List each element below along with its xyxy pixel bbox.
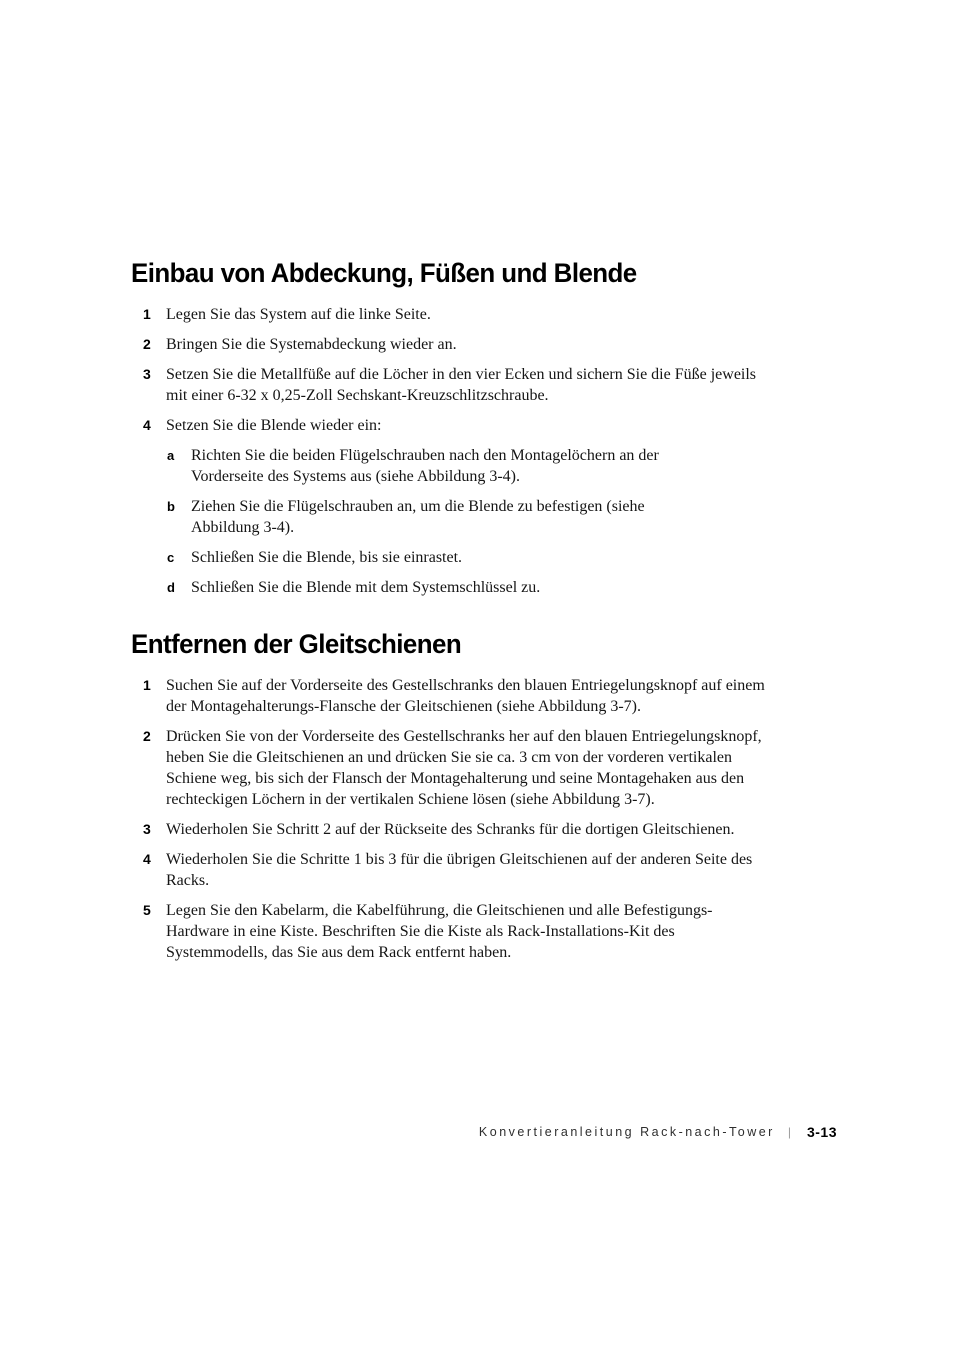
footer-chapter-title: Konvertieranleitung Rack-nach-Tower <box>478 1125 775 1139</box>
step-text: Wiederholen Sie Schritt 2 auf der Rückseite des Schranks für die dortigen Gleitschienen. <box>166 821 735 838</box>
substep-letter: d <box>167 580 175 595</box>
step-text: Legen Sie den Kabelarm, die Kabelführung, die Gleitschienen und alle Befestigungs-Hardware in eine Kiste. Beschriften Sie die Kiste als Rack-Installations-Kit des Systemmodells, das Sie aus dem Rack entfernt haben. <box>166 902 713 961</box>
section-title: Entfernen der Gleitschienen <box>131 629 462 659</box>
section-einbau <box>131 258 831 598</box>
list-item <box>131 849 831 891</box>
step-text: Wiederholen Sie die Schritte 1 bis 3 für die übrigen Gleitschienen auf der anderen Seite des Racks. <box>166 851 753 889</box>
numbered-list <box>131 675 831 963</box>
step-number: 4 <box>143 417 151 433</box>
step-number: 2 <box>143 336 151 352</box>
page-number: 3-13 <box>806 1124 837 1140</box>
sublist-item <box>167 577 696 598</box>
step-number: 3 <box>143 366 151 382</box>
list-item <box>131 900 831 963</box>
sublist-item <box>167 496 696 538</box>
list-item <box>131 675 831 717</box>
step-number: 5 <box>143 902 151 918</box>
step-text: Bringen Sie die Systemabdeckung wieder an. <box>166 336 457 353</box>
step-text: Legen Sie das System auf die linke Seite. <box>166 306 431 323</box>
sublist-item <box>167 547 696 568</box>
lettered-sublist <box>167 445 696 598</box>
substep-text: Richten Sie die beiden Flügelschrauben nach den Montagelöchern an der Vorderseite des Systems aus (siehe Abbildung 3-4). <box>191 447 659 485</box>
step-number: 1 <box>143 677 151 693</box>
substep-text: Schließen Sie die Blende mit dem Systemschlüssel zu. <box>191 579 541 596</box>
list-item <box>131 726 831 810</box>
page-footer <box>479 1124 837 1140</box>
list-item <box>131 334 831 355</box>
substep-letter: c <box>167 550 175 565</box>
list-item <box>131 415 831 598</box>
footer-separator: | <box>787 1125 791 1139</box>
step-text: Drücken Sie von der Vorderseite des Gestellschranks her auf den blauen Entriegelungsknopf, heben Sie die Gleitschienen an und drücken Sie sie ca. 3 cm von der vorderen vertikalen Schiene weg, bis sich der Flansch der Montagehalterung und seine Montagehaken aus den rechteckigen Löchern in der vertikalen Schiene lösen (siehe Abbildung 3-7). <box>166 728 762 808</box>
substep-letter: a <box>167 448 175 463</box>
substep-letter: b <box>167 499 175 514</box>
step-text-lead: Setzen Sie die Blende wieder ein: <box>166 417 382 434</box>
sublist-item <box>167 445 696 487</box>
step-number: 2 <box>143 728 151 744</box>
step-text <box>166 415 696 598</box>
section-title: Einbau von Abdeckung, Füßen und Blende <box>131 258 637 288</box>
step-text: Setzen Sie die Metallfüße auf die Löcher in den vier Ecken und sichern Sie die Füße jeweils mit einer 6-32 x 0,25-Zoll Sechskant-Kreuzschlitzschraube. <box>166 366 757 404</box>
substep-text: Schließen Sie die Blende, bis sie einrastet. <box>191 549 463 566</box>
step-number: 4 <box>143 851 151 867</box>
substep-text: Ziehen Sie die Flügelschrauben an, um die Blende zu befestigen (siehe Abbildung 3-4). <box>191 498 645 536</box>
list-item <box>131 819 831 840</box>
step-number: 3 <box>143 821 151 837</box>
step-number: 1 <box>143 306 151 322</box>
numbered-list <box>131 304 831 598</box>
list-item <box>131 304 831 325</box>
page-content <box>131 258 831 972</box>
list-item <box>131 364 831 406</box>
section-entfernen <box>131 629 831 963</box>
step-text: Suchen Sie auf der Vorderseite des Gestellschranks den blauen Entriegelungsknopf auf einem der Montagehalterungs-Flansche der Gleitschienen (siehe Abbildung 3-7). <box>166 677 765 715</box>
